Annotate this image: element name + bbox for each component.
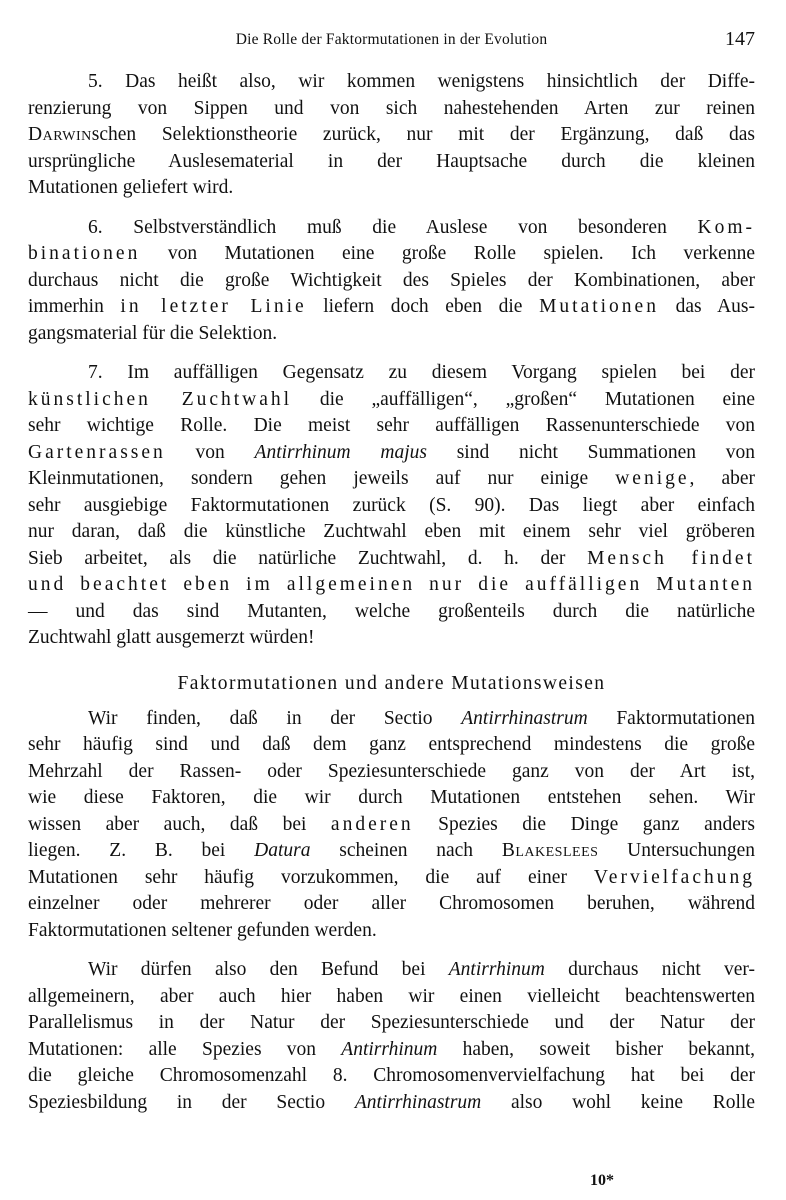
text-run: sehr wichtige Rolle. Die meist sehr auffälligen Rassenunterschiede von xyxy=(28,415,755,436)
text-run: Mutationen sehr häufig vorzukommen, die auf einer xyxy=(28,866,594,888)
italic-run: Antirrhinum majus xyxy=(254,441,427,463)
spaced-emphasis-run: anderen xyxy=(330,813,414,835)
text-line xyxy=(28,957,755,984)
text-line xyxy=(28,865,755,892)
italic-run: Antirrhinastrum xyxy=(461,707,588,729)
text-run: , aber xyxy=(689,468,755,489)
small-caps-name: Darwin xyxy=(28,124,92,145)
spaced-emphasis-run: Vervielfachung xyxy=(593,866,755,888)
text-run: haben, soweit bisher bekannt, xyxy=(437,1038,755,1060)
text-run: von Mutationen eine große Rolle spielen. Ich verkenne xyxy=(140,243,755,264)
text-line xyxy=(28,241,755,268)
text-run: Untersuchungen xyxy=(598,840,755,861)
text-line xyxy=(28,1010,755,1037)
section-heading: Faktormutationen und andere Mutationsweisen xyxy=(177,672,606,694)
text-run: die „auffälligen“, „großen“ Mutationen eine xyxy=(292,388,756,410)
text-line xyxy=(28,215,755,242)
page-number: 147 xyxy=(725,28,755,50)
text-line xyxy=(28,1090,755,1117)
text-line xyxy=(28,519,755,546)
text-line xyxy=(28,466,755,493)
spaced-emphasis-run: Mutationen xyxy=(539,296,659,317)
page-body xyxy=(28,69,755,1129)
spaced-emphasis-run: Gartenrassen xyxy=(28,441,166,463)
text-line xyxy=(28,1037,755,1064)
spaced-emphasis-run: wenige xyxy=(615,468,690,489)
text-run: immerhin xyxy=(28,296,121,317)
text-line xyxy=(28,812,755,839)
text-line xyxy=(28,625,755,652)
spaced-emphasis-run: künstlichen Zuchtwahl xyxy=(28,388,293,410)
text-run: Faktormutationen xyxy=(587,707,755,729)
paragraph xyxy=(28,215,755,348)
italic-run: Antirrhinastrum xyxy=(354,1091,482,1113)
text-run: allgemeinern, aber auch hier haben wir einen vielleicht beachtenswerten xyxy=(28,985,755,1007)
small-caps-name: Blakeslees xyxy=(501,840,599,861)
text-line xyxy=(28,413,755,440)
text-run: sehr häufig sind und daß dem ganz entsprechend mindestens die große xyxy=(28,734,755,755)
text-line xyxy=(28,268,755,295)
text-line xyxy=(28,149,755,176)
text-line xyxy=(28,493,755,520)
paragraph xyxy=(28,706,755,945)
text-run: Parallelismus in der Natur der Speziesunterschiede und der Natur der xyxy=(28,1012,755,1033)
text-run: Mehrzahl der Rassen- oder Speziesunterschiede ganz von der Art ist, xyxy=(28,760,755,782)
text-line xyxy=(28,122,755,149)
text-run: von xyxy=(165,441,255,463)
text-run: sind nicht Summationen von xyxy=(426,441,755,463)
text-run: Wir finden, daß in der Sectio xyxy=(88,707,462,729)
text-line xyxy=(28,984,755,1011)
text-run: Sieb arbeitet, als die natürliche Zuchtwahl, d. h. der xyxy=(28,547,588,569)
text-line xyxy=(28,440,755,467)
text-line xyxy=(28,387,755,414)
text-line xyxy=(28,599,755,626)
text-line xyxy=(28,175,755,202)
spaced-emphasis-run: in letzter Linie xyxy=(120,296,307,317)
text-run: nur daran, daß die künstliche Zuchtwahl eben mit einem sehr viel gröberen xyxy=(28,521,755,542)
text-line xyxy=(28,1063,755,1090)
text-line xyxy=(28,546,755,573)
signature-mark: 10* xyxy=(590,1172,614,1189)
text-run: liefern doch eben die xyxy=(306,296,540,317)
text-line xyxy=(28,918,755,945)
running-title: Die Rolle der Faktormutationen in der Evolution xyxy=(235,31,548,48)
text-line xyxy=(28,360,755,387)
text-run: — und das sind Mutanten, welche großenteils durch die natürliche xyxy=(28,600,755,622)
text-run: also wohl keine Rolle xyxy=(481,1091,755,1113)
spaced-emphasis-run: und beachtet eben im allgemeinen nur die auffälligen Mutanten xyxy=(28,574,755,595)
text-line xyxy=(28,838,755,865)
text-run: renzierung von Sippen und von sich nahestehenden Arten zur reinen xyxy=(28,97,755,119)
text-line xyxy=(28,96,755,123)
paragraph xyxy=(28,957,755,1116)
text-line xyxy=(28,321,755,348)
text-run: das Aus- xyxy=(658,296,755,317)
text-line xyxy=(28,294,755,321)
italic-run: Antirrhinum xyxy=(448,959,545,980)
spaced-emphasis-run: Kom- xyxy=(697,216,755,238)
text-run: liegen. Z. B. bei xyxy=(28,840,255,861)
text-line xyxy=(28,69,755,96)
text-line xyxy=(28,732,755,759)
paragraph xyxy=(28,69,755,202)
text-run: sehr ausgiebige Faktormutationen zurück (S. 90). Das liegt aber einfach xyxy=(28,494,755,516)
text-run: durchaus nicht die große Wichtigkeit des Spieles der Kombinationen, aber xyxy=(28,269,755,291)
text-run: 7. Im auffälligen Gegensatz zu diesem Vorgang spielen bei der xyxy=(88,362,755,383)
text-run: Zuchtwahl glatt ausgemerzt würden! xyxy=(28,627,315,648)
text-run: 6. Selbstverständlich muß die Auslese von besonderen xyxy=(88,216,698,238)
text-run: 5. Das heißt also, wir kommen wenigstens hinsichtlich der Diffe- xyxy=(88,71,755,92)
text-run: Faktormutationen seltener gefunden werden. xyxy=(28,919,377,941)
italic-run: Datura xyxy=(254,840,311,861)
text-run: wie diese Faktoren, die wir durch Mutationen entstehen sehen. Wir xyxy=(28,787,755,808)
text-run: gangsmaterial für die Selektion. xyxy=(28,322,278,344)
text-run: Mutationen: alle Spezies von xyxy=(28,1038,342,1060)
text-run: Wir dürfen also den Befund bei xyxy=(88,959,449,980)
text-run: ursprüngliche Auslesematerial in der Hauptsache durch die kleinen xyxy=(28,150,755,172)
text-run: Kleinmutationen, sondern gehen jeweils auf nur einige xyxy=(28,468,616,489)
text-line xyxy=(28,706,755,733)
text-line xyxy=(28,759,755,786)
text-run: einzelner oder mehrerer oder aller Chromosomen beruhen, während xyxy=(28,893,755,914)
spaced-emphasis-run: binationen xyxy=(28,243,141,264)
paragraph xyxy=(28,360,755,652)
text-run: Speziesbildung in der Sectio xyxy=(28,1091,355,1113)
italic-run: Antirrhinum xyxy=(341,1038,438,1060)
text-run: schen Selektionstheorie zurück, nur mit der Ergänzung, daß das xyxy=(91,124,755,145)
text-run: Spezies die Dinge ganz anders xyxy=(413,813,755,835)
text-line xyxy=(28,785,755,812)
text-run: durchaus nicht ver- xyxy=(544,959,755,980)
spaced-emphasis-run: Mensch findet xyxy=(587,547,755,569)
page-header xyxy=(28,28,755,54)
text-run: die gleiche Chromosomenzahl 8. Chromosomenvervielfachung hat bei der xyxy=(28,1065,755,1086)
text-run: wissen aber auch, daß bei xyxy=(28,813,331,835)
text-line xyxy=(28,891,755,918)
text-line xyxy=(28,572,755,599)
text-run: scheinen nach xyxy=(310,840,502,861)
text-run: Mutationen geliefert wird. xyxy=(28,177,234,198)
